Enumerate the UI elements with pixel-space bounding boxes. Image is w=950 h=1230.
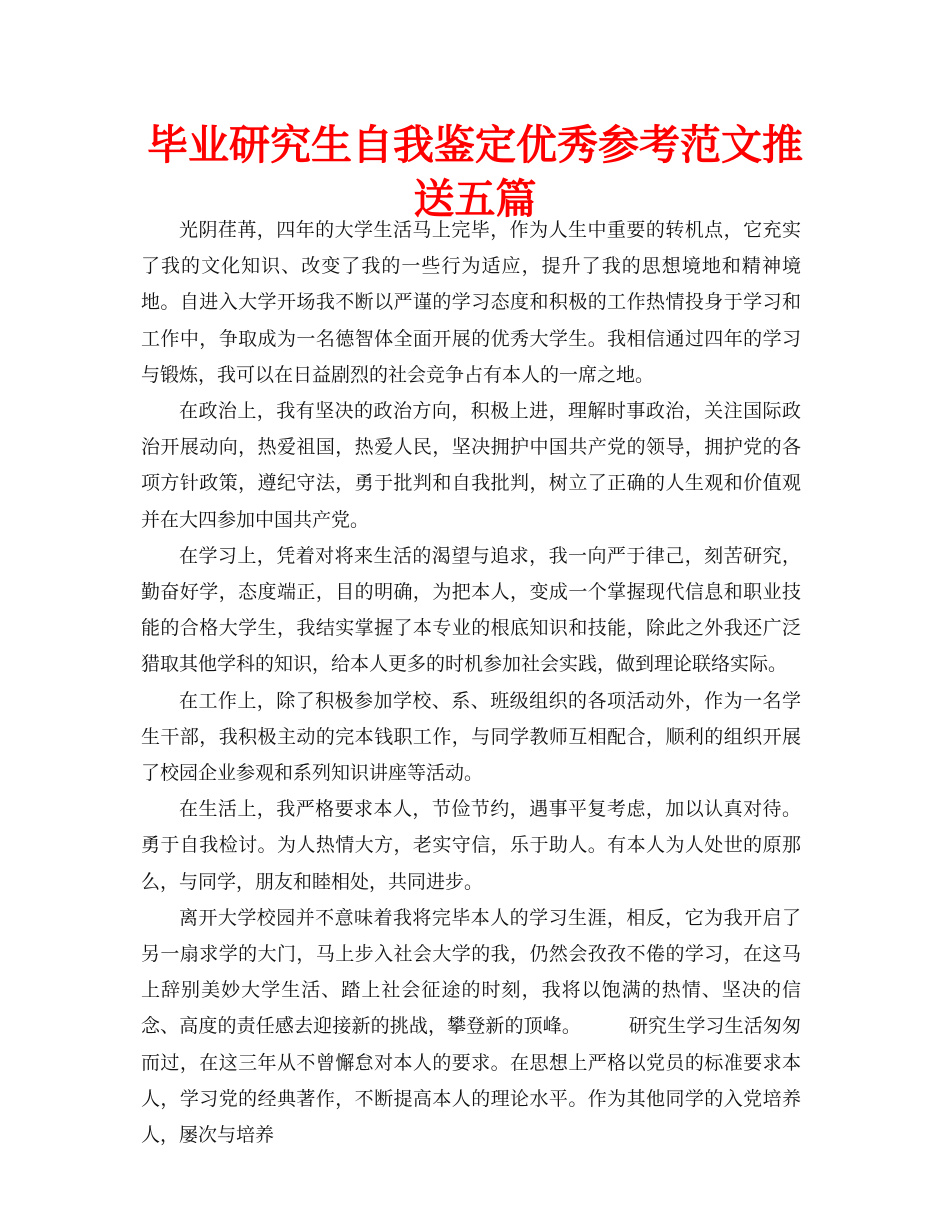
paragraph: 在学习上，凭着对将来生活的渴望与追求，我一向严于律己，刻苦研究，勤奋好学，态度端正，目的明确，为把本人，变成一个掌握现代信息和职业技能的合格大学生，我结实掌握了本专业的根底知识和技能，除此之外我还广泛猎取其他学科的知识，给本人更多的时机参加社会实践，做到理论联络实际。	[141, 544, 801, 676]
paragraph: 在政治上，我有坚决的政治方向，积极上进，理解时事政治，关注国际政治开展动向，热爱祖国，热爱人民，坚决拥护中国共产党的领导，拥护党的各项方针政策，遵纪守法，勇于批判和自我批判，树立了正确的人生观和价值观并在大四参加中国共产党。	[141, 400, 801, 531]
paragraph: 光阴荏苒，四年的大学生活马上完毕，作为人生中重要的转机点，它充实了我的文化知识、改变了我的一些行为适应，提升了我的思想境地和精神境地。自进入大学开场我不断以严谨的学习态度和积极的工作热情投身于学习和工作中，争取成为一名德智体全面开展的优秀大学生。我相信通过四年的学习与锻炼，我可以在日益剧烈的社会竞争占有本人的一席之地。	[141, 219, 801, 386]
paragraph: 离开大学校园并不意味着我将完毕本人的学习生涯，相反，它为我开启了另一扇求学的大门，马上步入社会大学的我，仍然会孜孜不倦的学习，在这马上辞别美妙大学生活、踏上社会征途的时刻，我将以饱满的热情、坚决的信念、高度的责任感去迎接新的挑战，攀登新的顶峰。 研究生学习生活匆匆而过，在这三年从不曾懈怠对本人的要求。在思想上严格以党员的标准要求本人，学习党的经典著作，不断提高本人的理论水平。作为其他同学的入党培养人，屡次与培养	[141, 906, 801, 1147]
document-body	[141, 212, 801, 1153]
document-title: 毕业研究生自我鉴定优秀参考范文推送五篇	[147, 121, 803, 223]
paragraph: 在工作上，除了积极参加学校、系、班级组织的各项活动外，作为一名学生干部，我积极主动的完本钱职工作，与同学教师互相配合，顺利的组织开展了校园企业参观和系列知识讲座等活动。	[141, 689, 801, 785]
paragraph: 在生活上，我严格要求本人，节俭节约，遇事平复考虑，加以认真对待。勇于自我检讨。为人热情大方，老实守信，乐于助人。有本人为人处世的原那么，与同学，朋友和睦相处，共同进步。	[141, 798, 801, 893]
